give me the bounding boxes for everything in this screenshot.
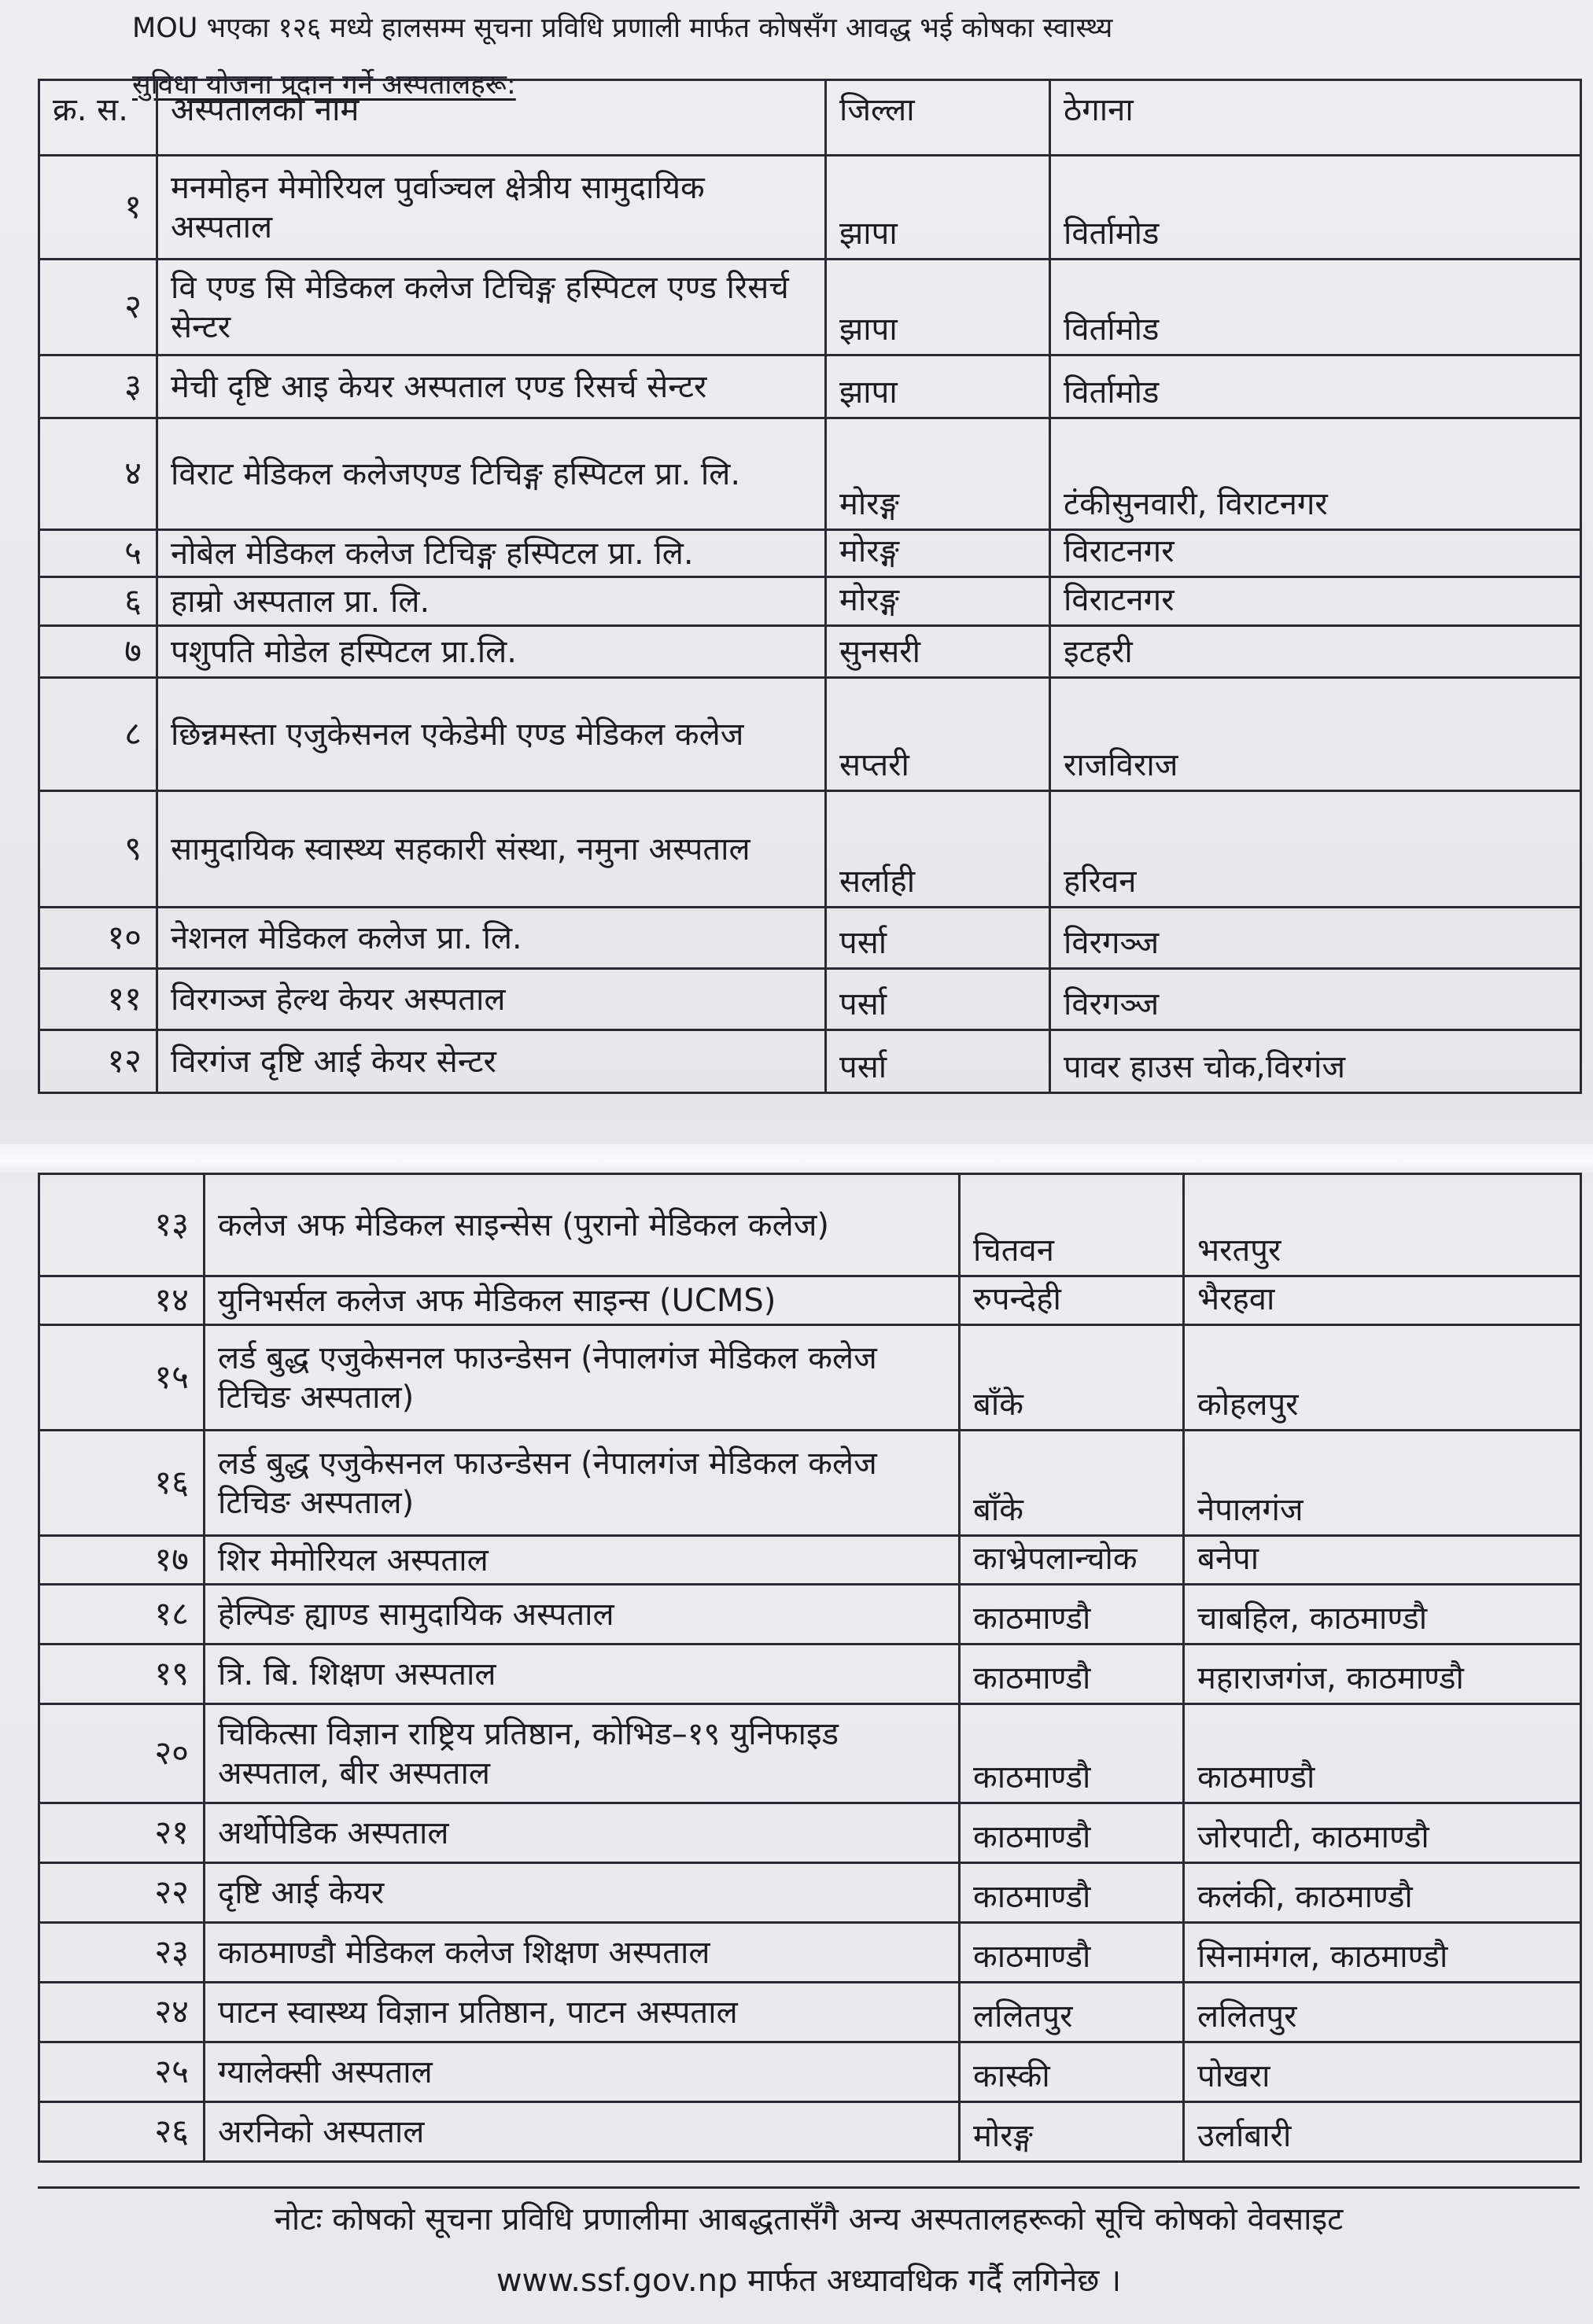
header-serial: क्र. स.: [39, 80, 157, 156]
address-cell: विराटनगर: [1050, 530, 1581, 577]
hospital-name-cell: नोबेल मेडिकल कलेज टिचिङ्ग हस्पिटल प्रा. लि.: [157, 530, 826, 577]
district-cell: काठमाण्डौ: [960, 1585, 1184, 1644]
address-cell: महाराजगंज, काठमाण्डौ: [1184, 1644, 1581, 1704]
district-cell: कास्की: [960, 2042, 1184, 2102]
table-row: [39, 1174, 1581, 1276]
table-row: [39, 418, 1581, 530]
district-cell: मोरङ्ग: [960, 2102, 1184, 2162]
hospital-name-cell: सामुदायिक स्वास्थ्य सहकारी संस्था, नमुना अस्पताल: [157, 791, 826, 908]
district-cell: सुनसरी: [826, 626, 1050, 678]
district-cell: रुपन्देही: [960, 1276, 1184, 1325]
serial-number-cell: २०: [39, 1704, 205, 1803]
hospital-name-cell: मनमोहन मेमोरियल पुर्वाञ्चल क्षेत्रीय सामुदायिक अस्पताल: [157, 156, 826, 260]
serial-number-cell: १: [39, 156, 157, 260]
table-body-part-2: [39, 1174, 1581, 2162]
hospital-name-cell: छिन्नमस्ता एजुकेसनल एकेडेमी एण्ड मेडिकल कलेज: [157, 678, 826, 791]
table-row: [39, 2042, 1581, 2102]
table-row: [39, 355, 1581, 418]
address-cell: नेपालगंज: [1184, 1431, 1581, 1536]
intro-line-1: MOU भएका १२६ मध्ये हालसम्म सूचना प्रविधि प्रणाली मार्फत कोषसँग आवद्ध भई कोषका स्वास्थ्य: [132, 13, 1113, 44]
district-cell: काभ्रेपलान्चोक: [960, 1536, 1184, 1585]
district-cell: सर्लाही: [826, 791, 1050, 908]
district-cell: काठमाण्डौ: [960, 1644, 1184, 1704]
table-row: [39, 1030, 1581, 1093]
table-row: [39, 969, 1581, 1030]
table-row: [39, 1863, 1581, 1923]
table-row: [39, 156, 1581, 260]
hospital-table-part-2: [38, 1173, 1582, 2163]
address-cell: भैरहवा: [1184, 1276, 1581, 1325]
footer-note: [38, 2186, 1580, 2324]
hospital-name-cell: मेची दृष्टि आइ केयर अस्पताल एण्ड रिसर्च सेन्टर: [157, 355, 826, 418]
hospital-name-cell: विरगंज दृष्टि आई केयर सेन्टर: [157, 1030, 826, 1093]
serial-number-cell: २५: [39, 2042, 205, 2102]
table-row: [39, 530, 1581, 577]
address-cell: काठमाण्डौ: [1184, 1704, 1581, 1803]
address-cell: भरतपुर: [1184, 1174, 1581, 1276]
intro-line-2: सुविधा योजना प्रदान गर्ने अस्पतालहरू:: [132, 69, 516, 101]
address-cell: ललितपुर: [1184, 1983, 1581, 2042]
hospital-name-cell: विरगञ्ज हेल्थ केयर अस्पताल: [157, 969, 826, 1030]
hospital-name-cell: वि एण्ड सि मेडिकल कलेज टिचिङ्ग हस्पिटल एण्ड रिसर्च सेन्टर: [157, 260, 826, 355]
table-row: [39, 1325, 1581, 1431]
address-cell: टंकीसुनवारी, विराटनगर: [1050, 418, 1581, 530]
address-cell: राजविराज: [1050, 678, 1581, 791]
page-separator: [0, 1144, 1593, 1173]
address-cell: बनेपा: [1184, 1536, 1581, 1585]
serial-number-cell: १६: [39, 1431, 205, 1536]
serial-number-cell: १४: [39, 1276, 205, 1325]
serial-number-cell: ४: [39, 418, 157, 530]
table-row: [39, 1704, 1581, 1803]
note-line-2: www.ssf.gov.np मार्फत अध्यावधिक गर्दै लगिनेछ ।: [496, 2263, 1122, 2299]
address-cell: कलंकी, काठमाण्डौ: [1184, 1863, 1581, 1923]
serial-number-cell: २३: [39, 1923, 205, 1983]
hospital-name-cell: त्रि. बि. शिक्षण अस्पताल: [205, 1644, 960, 1704]
district-cell: मोरङ्ग: [826, 577, 1050, 626]
table-row: [39, 1585, 1581, 1644]
table-row: [39, 908, 1581, 969]
address-cell: कोहलपुर: [1184, 1325, 1581, 1431]
address-cell: उर्लाबारी: [1184, 2102, 1581, 2162]
district-cell: काठमाण्डौ: [960, 1863, 1184, 1923]
hospital-name-cell: लर्ड बुद्ध एजुकेसनल फाउन्डेसन (नेपालगंज मेडिकल कलेज टिचिङ अस्पताल): [205, 1325, 960, 1431]
address-cell: जोरपाटी, काठमाण्डौ: [1184, 1803, 1581, 1863]
district-cell: बाँके: [960, 1431, 1184, 1536]
table-row: [39, 1431, 1581, 1536]
table-header-row: [39, 80, 1581, 156]
table-row: [39, 678, 1581, 791]
district-cell: चितवन: [960, 1174, 1184, 1276]
serial-number-cell: १९: [39, 1644, 205, 1704]
address-cell: विर्तामोड: [1050, 355, 1581, 418]
table-row: [39, 1644, 1581, 1704]
district-cell: पर्सा: [826, 1030, 1050, 1093]
table-row: [39, 2102, 1581, 2162]
address-cell: इटहरी: [1050, 626, 1581, 678]
serial-number-cell: १५: [39, 1325, 205, 1431]
hospital-name-cell: ग्यालेक्सी अस्पताल: [205, 2042, 960, 2102]
serial-number-cell: १८: [39, 1585, 205, 1644]
hospital-name-cell: युनिभर्सल कलेज अफ मेडिकल साइन्स (UCMS): [205, 1276, 960, 1325]
district-cell: झापा: [826, 260, 1050, 355]
serial-number-cell: २: [39, 260, 157, 355]
hospital-name-cell: अरनिको अस्पताल: [205, 2102, 960, 2162]
table-body-part-1: [39, 156, 1581, 1093]
serial-number-cell: १२: [39, 1030, 157, 1093]
serial-number-cell: २६: [39, 2102, 205, 2162]
address-cell: पोखरा: [1184, 2042, 1581, 2102]
address-cell: विरगञ्ज: [1050, 969, 1581, 1030]
table-row: [39, 1803, 1581, 1863]
hospital-name-cell: चिकित्सा विज्ञान राष्ट्रिय प्रतिष्ठान, कोभिड–१९ युनिफाइड अस्पताल, बीर अस्पताल: [205, 1704, 960, 1803]
district-cell: मोरङ्ग: [826, 418, 1050, 530]
district-cell: मोरङ्ग: [826, 530, 1050, 577]
hospital-name-cell: नेशनल मेडिकल कलेज प्रा. लि.: [157, 908, 826, 969]
serial-number-cell: ११: [39, 969, 157, 1030]
hospital-name-cell: काठमाण्डौ मेडिकल कलेज शिक्षण अस्पताल: [205, 1923, 960, 1983]
address-cell: हरिवन: [1050, 791, 1581, 908]
district-cell: ललितपुर: [960, 1983, 1184, 2042]
serial-number-cell: ५: [39, 530, 157, 577]
district-cell: झापा: [826, 355, 1050, 418]
hospital-name-cell: हाम्रो अस्पताल प्रा. लि.: [157, 577, 826, 626]
serial-number-cell: २२: [39, 1863, 205, 1923]
address-cell: विर्तामोड: [1050, 156, 1581, 260]
header-hospital-name: अस्पतालको नाम: [157, 80, 826, 156]
header-district: जिल्ला: [826, 80, 1050, 156]
address-cell: सिनामंगल, काठमाण्डौ: [1184, 1923, 1581, 1983]
hospital-name-cell: हेल्पिङ ह्याण्ड सामुदायिक अस्पताल: [205, 1585, 960, 1644]
address-cell: विर्तामोड: [1050, 260, 1581, 355]
hospital-table-part-1: [38, 79, 1582, 1094]
district-cell: पर्सा: [826, 908, 1050, 969]
table-row: [39, 577, 1581, 626]
hospital-name-cell: विराट मेडिकल कलेजएण्ड टिचिङ्ग हस्पिटल प्रा. लि.: [157, 418, 826, 530]
hospital-name-cell: शिर मेमोरियल अस्पताल: [205, 1536, 960, 1585]
serial-number-cell: १३: [39, 1174, 205, 1276]
district-cell: बाँके: [960, 1325, 1184, 1431]
district-cell: झापा: [826, 156, 1050, 260]
address-cell: विराटनगर: [1050, 577, 1581, 626]
serial-number-cell: ३: [39, 355, 157, 418]
district-cell: पर्सा: [826, 969, 1050, 1030]
district-cell: काठमाण्डौ: [960, 1704, 1184, 1803]
header-address: ठेगाना: [1050, 80, 1581, 156]
address-cell: विरगञ्ज: [1050, 908, 1581, 969]
district-cell: काठमाण्डौ: [960, 1923, 1184, 1983]
serial-number-cell: १०: [39, 908, 157, 969]
address-cell: चाबहिल, काठमाण्डौ: [1184, 1585, 1581, 1644]
serial-number-cell: १७: [39, 1536, 205, 1585]
serial-number-cell: २१: [39, 1803, 205, 1863]
table-row: [39, 1923, 1581, 1983]
table-row: [39, 626, 1581, 678]
serial-number-cell: ८: [39, 678, 157, 791]
address-cell: पावर हाउस चोक,विरगंज: [1050, 1030, 1581, 1093]
district-cell: काठमाण्डौ: [960, 1803, 1184, 1863]
district-cell: सप्तरी: [826, 678, 1050, 791]
table-row: [39, 1983, 1581, 2042]
serial-number-cell: ६: [39, 577, 157, 626]
hospital-name-cell: दृष्टि आई केयर: [205, 1863, 960, 1923]
hospital-name-cell: लर्ड बुद्ध एजुकेसनल फाउन्डेसन (नेपालगंज मेडिकल कलेज टिचिङ अस्पताल): [205, 1431, 960, 1536]
table-row: [39, 1276, 1581, 1325]
table-row: [39, 791, 1581, 908]
hospital-name-cell: पाटन स्वास्थ्य विज्ञान प्रतिष्ठान, पाटन अस्पताल: [205, 1983, 960, 2042]
serial-number-cell: ७: [39, 626, 157, 678]
serial-number-cell: ९: [39, 791, 157, 908]
table-row: [39, 1536, 1581, 1585]
table-row: [39, 260, 1581, 355]
hospital-name-cell: पशुपति मोडेल हस्पिटल प्रा.लि.: [157, 626, 826, 678]
hospital-name-cell: कलेज अफ मेडिकल साइन्सेस (पुरानो मेडिकल कलेज): [205, 1174, 960, 1276]
serial-number-cell: २४: [39, 1983, 205, 2042]
hospital-name-cell: अर्थोपेडिक अस्पताल: [205, 1803, 960, 1863]
note-line-1: नोटः कोषको सूचना प्रविधि प्रणालीमा आबद्धतासँगै अन्य अस्पतालहरूको सूचि कोषको वेवसाइट: [274, 2201, 1344, 2237]
